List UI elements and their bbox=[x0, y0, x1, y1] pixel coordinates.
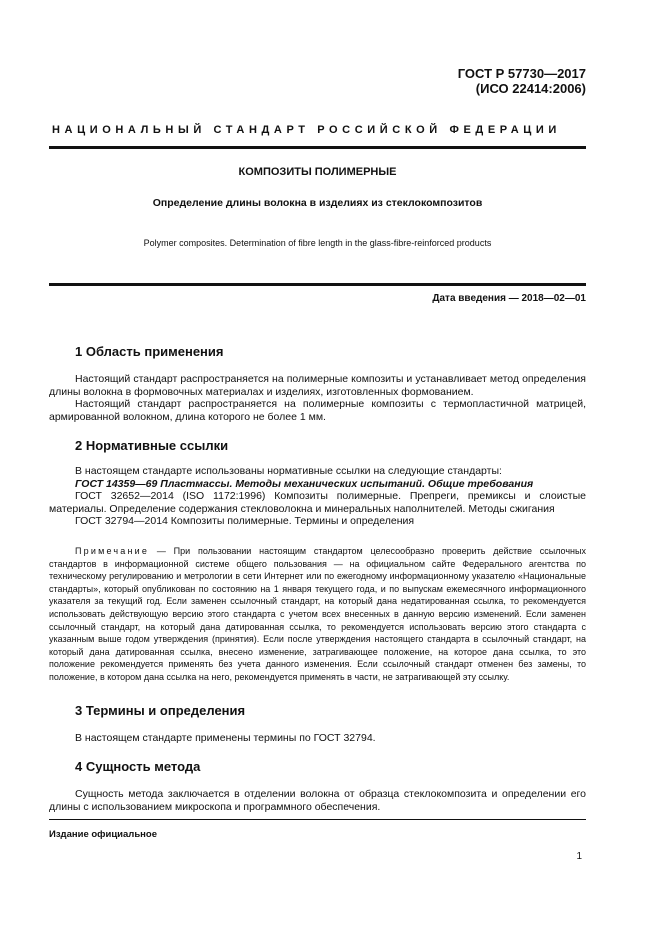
section-1-text bbox=[49, 373, 586, 423]
note-text: — При пользовании настоящим стандартом целесообразно проверить действие ссылочных стандартов в информационной системе общего пользования — на официальном сайте Федерального агентства по техническому регулированию и метрологии в сети Интернет или по ежегодному информационному указателю «Национальные стандарты», который опубликован по состоянию на 1 января текущего года, и по выпускам ежемесячного информационного указателя за текущий год. Если заменен ссылочный стандарт, на который дана недатированная ссылка, то рекомендуется использовать действующую версию этого стандарта с учетом всех внесенных в данную версию изменений. Если заменен ссылочный стандарт, на который дана датированная ссылка, то рекомендуется использовать версию этого стандарта с указанным выше годом утверждения (принятия). Если после утверждения настоящего стандарта в ссылочный стандарт, на который дана датированная ссылка, внесено изменение, затрагивающее положение, на которое дана ссылка, то это положение рекомендуется применять без учета данного изменения. Если ссылочный стандарт отменен без замены, то положение, в котором дана ссылка на него, рекомендуется применять в части, не затрагивающей эту ссылку. bbox=[49, 546, 586, 682]
introduction-date: Дата введения — 2018—02—01 bbox=[432, 293, 586, 304]
section-2-paragraph-1: В настоящем стандарте использованы нормативные ссылки на следующие стандарты: bbox=[75, 465, 502, 477]
note-block bbox=[49, 545, 586, 684]
section-4-text bbox=[49, 788, 586, 813]
section-1-paragraph-2: Настоящий стандарт распространяется на полимерные композиты с термопластичной матрицей, армированной волокном, длина которого не более 1 мм. bbox=[49, 398, 586, 423]
section-4-paragraph-1: Сущность метода заключается в отделении волокна от образца стеклокомпозита и определении его длины с использованием микроскопа и программного обеспечения. bbox=[49, 788, 586, 813]
normative-reference-3: ГОСТ 32794—2014 Композиты полимерные. Термины и определения bbox=[75, 515, 415, 527]
note-label: Примечание bbox=[75, 546, 150, 556]
edition-label: Издание официальное bbox=[49, 829, 157, 840]
iso-number: (ИСО 22414:2006) bbox=[475, 81, 586, 96]
normative-reference-2: ГОСТ 32652—2014 (ISO 1172:1996) Композиты полимерные. Препреги, премиксы и слоистые материалы. Определение содержания стекловолокна и минеральных наполнителей. Методы сжигания bbox=[49, 490, 586, 515]
document-title: КОМПОЗИТЫ ПОЛИМЕРНЫЕ bbox=[238, 166, 397, 178]
section-3-text bbox=[49, 732, 586, 745]
page-number: 1 bbox=[576, 851, 582, 862]
header-rule bbox=[49, 146, 586, 149]
gost-number: ГОСТ Р 57730—2017 bbox=[457, 66, 586, 81]
national-standard-heading: НАЦИОНАЛЬНЫЙ СТАНДАРТ РОССИЙСКОЙ ФЕДЕРАЦИИ bbox=[52, 124, 561, 136]
section-1-heading: 1 Область применения bbox=[75, 344, 224, 359]
document-subtitle: Определение длины волокна в изделиях из стеклокомпозитов bbox=[152, 197, 483, 209]
section-1-paragraph-1: Настоящий стандарт распространяется на полимерные композиты и устанавливает метод определения длины волокна в формовочных материалах и изделиях, изготовленных формованием. bbox=[49, 373, 586, 398]
footer-rule bbox=[49, 819, 586, 820]
section-3-paragraph-1: В настоящем стандарте применены термины по ГОСТ 32794. bbox=[75, 732, 376, 744]
normative-reference-1: ГОСТ 14359—69 Пластмассы. Методы механических испытаний. Общие требования bbox=[75, 477, 534, 490]
gost-designation bbox=[458, 66, 586, 96]
english-title: Polymer composites. Determination of fibre length in the glass-fibre-reinforced products bbox=[143, 238, 492, 248]
section-4-heading: 4 Сущность метода bbox=[75, 759, 201, 774]
title-rule bbox=[49, 283, 586, 286]
section-2-heading: 2 Нормативные ссылки bbox=[75, 438, 229, 453]
section-3-heading: 3 Термины и определения bbox=[75, 703, 246, 718]
section-2-text bbox=[49, 465, 586, 528]
